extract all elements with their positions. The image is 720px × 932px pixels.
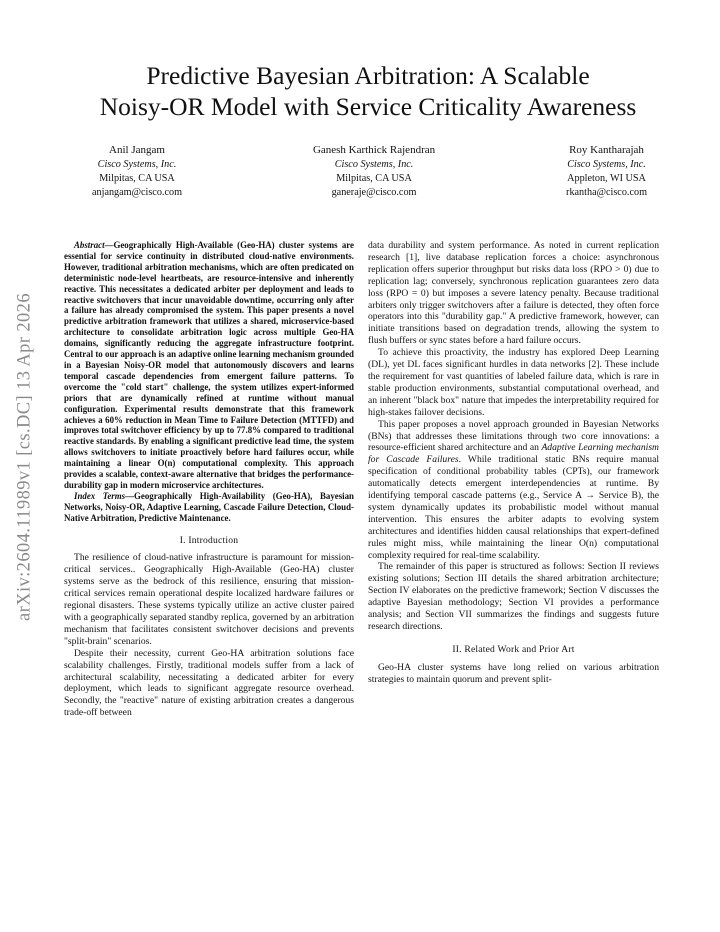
abstract-label: Abstract [74, 240, 105, 250]
author-3 [566, 143, 647, 200]
author-location: Milpitas, CA USA [336, 173, 412, 184]
intro-paragraph-3: data durability and system performance. As noted in current replication research [1], live database replication forces a choice: asynchronous replication offers superior throughput but risks data loss (RPO > 0) due to replication lag; conversely, synchronous replication guarantees zero data loss (RPO = 0) but imposes a severe latency penalty. Because traditional arbiters only trigger switchovers after a failure is detected, they often force operators into this "durability gap." A predictive framework, however, can initiate transitions based on degradation trends, allowing the system to flush buffers or sync states before a hard failure occurs. [368, 240, 659, 347]
intro-paragraph-5 [368, 419, 659, 562]
arxiv-identifier-stamp: arXiv:2604.11989v1 [cs.DC] 13 Apr 2026 [14, 293, 35, 621]
author-email: rkantha@cisco.com [566, 187, 647, 198]
title-line-2: Noisy-OR Model with Service Criticality Awareness [99, 92, 637, 121]
author-name: Ganesh Karthick Rajendran [312, 144, 436, 156]
related-paragraph-1: Geo-HA cluster systems have long relied on various arbitration strategies to maintain quorum and prevent split- [368, 661, 659, 685]
index-terms [64, 491, 354, 524]
title-line-1: Predictive Bayesian Arbitration: A Scalable [146, 61, 590, 90]
author-affiliation: Cisco Systems, Inc. [567, 159, 646, 170]
index-terms-text: —Geographically High-Availability (Geo-HA), Bayesian Networks, Noisy-OR, Adaptive Learning, Cascade Failure Detection, Cloud-Native Arbitration, Predictive Maintenance. [64, 490, 354, 523]
author-2 [313, 143, 435, 200]
author-name: Anil Jangam [109, 144, 165, 156]
right-column [368, 240, 659, 686]
author-location: Appleton, WI USA [567, 173, 646, 184]
section-heading-introduction: I. Introduction [179, 534, 239, 546]
intro-paragraph-6: The remainder of this paper is structured as follows: Section II reviews existing solutions; Section III details the shared arbitration architecture; Section IV elaborates on the predictive framework; Section V discusses the adaptive Bayesian methodology; Section VI provides a performance analysis; and Section VII summarizes the findings and suggests future research directions. [368, 561, 659, 632]
abstract-text: —Geographically High-Available (Geo-HA) cluster systems are essential for service continuity in distributed cloud-native environments. However, traditional arbitration mechanisms, which are often predicated on deterministic node-level heartbeats, are resource-intensive and inherently reactive. This necessitates a dedicated arbiter per deployment and leads to reactive switchovers that incur unavoidable downtime, occurring only after a failure has already compromised the system. This paper presents a novel predictive arbitration framework that utilizes a shared, microservice-based architecture to consolidate arbitration logic across multiple Geo-HA domains, significantly reducing the aggregate infrastructure footprint. Central to our approach is an adaptive online learning mechanism grounded in a Bayesian Noisy-OR model that autonomously discovers and learns temporal cascade dependencies from emergent failure patterns. To overcome the "cold start" challenge, the system utilizes expert-informed priors that are dynamically refined at runtime without manual configuration. Experimental results demonstrate that this framework achieves a 60% reduction in Mean Time to Failure Detection (MTTFD) and improves total switchover efficiency by up to 77.8% compared to traditional reactive standards. By enabling a significant predictive lead time, the system allows switchovers to initiate proactively before hard failures occur, while maintaining a linear O(n) computational complexity. This approach provides a scalable, context-aware alternative that bridges the performance-durability gap in modern microservice architectures. [64, 240, 354, 490]
index-terms-label: Index Terms [74, 490, 126, 501]
contribution-text-a: This paper proposes a novel approach grounded in Bayesian Networks (BNs) that addresses these limitations through two core innovations: a resource-efficient shared architecture and an [368, 418, 659, 454]
author-location: Milpitas, CA USA [99, 173, 175, 184]
author-block [92, 143, 647, 200]
paper-title [60, 60, 676, 122]
contribution-emphasis: Adaptive Learning mechanism for Cascade Failures [368, 442, 659, 466]
contribution-text-b: . While traditional static BNs require manual specification of conditional probability tables (CPTs), our framework automatically detects emergent interdependencies at runtime. By identifying temporal cascade patterns (e.g., Service A → Service B), the system dynamically updates its probabilistic model without manual intervention. This ensures the arbiter adapts to evolving system architectures and identifies hidden causal relationships that expert-defined rules might miss, while maintaining the linear O(n) computational complexity required for real-time scalability. [368, 454, 659, 561]
intro-paragraph-4: To achieve this proactivity, the industry has explored Deep Learning (DL), yet DL faces significant hurdles in data networks [2]. These include the requirement for vast quantities of labeled failure data, which is rare in stable production environments, substantial computational overhead, and an inherent "black box" nature that impedes the interpretability required for high-stakes failover decisions. [368, 347, 659, 418]
author-email: ganeraje@cisco.com [331, 187, 417, 198]
intro-paragraph-1: The resilience of cloud-native infrastructure is paramount for mission-critical services.. Geographically High-Available (Geo-HA) cluster systems serve as the bedrock of this resilience, ensuring that mission-critical services remain operational despite localized hardware failures or regional disasters. These systems typically utilize an active cluster paired with a geographically separated standby replica, governed by an arbitration mechanism that facilitates consistent switchover decisions and prevents "split-brain" scenarios. [64, 552, 354, 647]
author-1 [92, 143, 182, 200]
author-affiliation: Cisco Systems, Inc. [97, 159, 177, 170]
intro-paragraph-2: Despite their necessity, current Geo-HA arbitration solutions face scalability challenges. Firstly, traditional models suffer from a lack of architectural scalability, necessitating a dedicated arbiter for every deployment, which leads to significant aggregate resource overhead. Secondly, the "reactive" nature of existing arbitration creates a dangerous trade-off between [64, 647, 354, 719]
author-email: anjangam@cisco.com [92, 187, 183, 198]
author-name: Roy Kantharajah [569, 144, 644, 156]
left-column [64, 240, 354, 719]
abstract [64, 240, 354, 491]
author-affiliation: Cisco Systems, Inc. [334, 159, 414, 170]
section-heading-related-work: II. Related Work and Prior Art [452, 643, 575, 655]
